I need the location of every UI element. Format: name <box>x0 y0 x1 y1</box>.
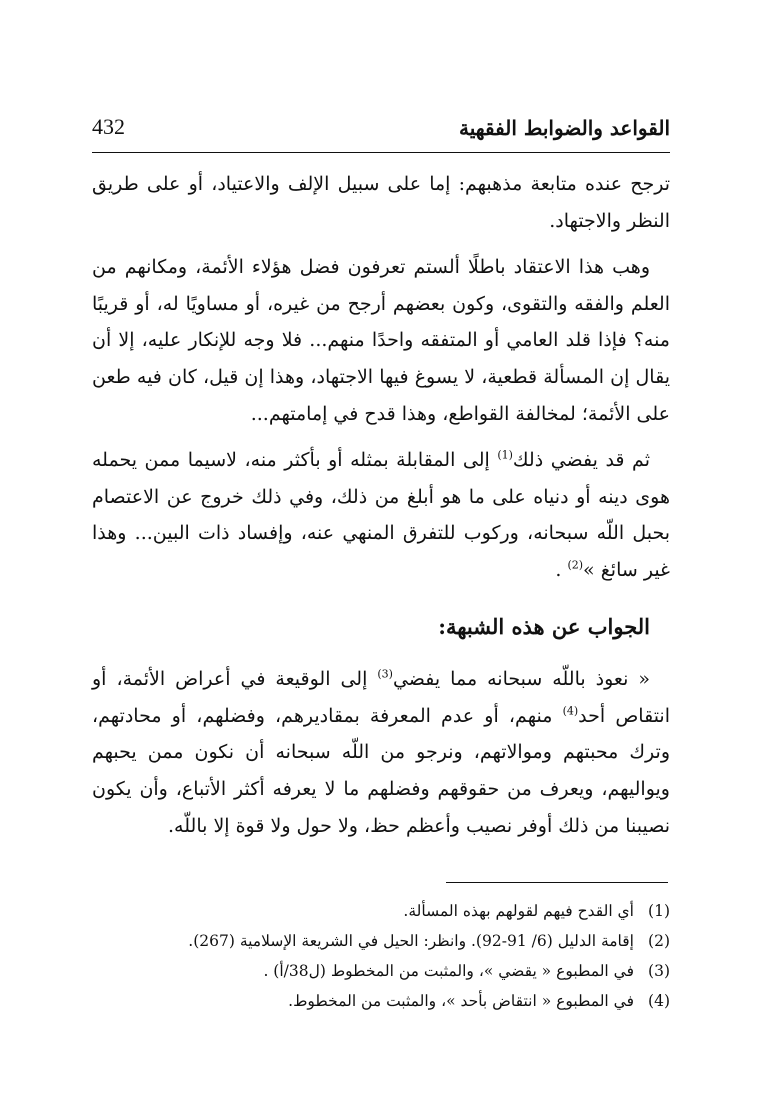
footnote-ref-3: (3) <box>377 667 393 681</box>
paragraph-3-part-c: . <box>555 558 568 581</box>
paragraph-4-part-c: منهم، أو عدم المعرفة بمقاديرهم، وفضلهم، أو محادتهم، وترك محبتهم وموالاتهم، ونرجو من اللّه سبحانه أن نكون ممن يحبهم ويواليهم، ويعرف من حقوقهم وفضلهم ما لا يعرفه أكثر الأتباع، وأن يكون نصيبنا من ذلك أوفر نصيب وأعظم حظ، ولا حول ولا قوة إلا باللّه. <box>92 704 670 837</box>
paragraph-1: ترجح عنده متابعة مذهبهم: إما على سبيل الإلف والاعتياد، أو على طريق النظر والاجتهاد. <box>92 173 670 232</box>
footnote-ref-4: (4) <box>562 704 579 718</box>
footnote-number: (4) <box>648 992 670 1010</box>
footnote-divider <box>446 882 668 883</box>
page-number: 432 <box>92 114 125 139</box>
footnote-number: (1) <box>648 902 670 920</box>
footnote-number: (3) <box>648 962 670 980</box>
footnote-text: في المطبوع « انتقاض بأحد »، والمثبت من المخطوط. <box>288 992 634 1010</box>
running-title: القواعد والضوابط الفقهية <box>459 116 670 140</box>
paragraph-3-part-a: ثم قد يفضي ذلك <box>512 449 650 472</box>
footnote-4 <box>92 986 670 1016</box>
main-text <box>92 166 670 854</box>
footnote-ref-2: (2) <box>567 558 584 572</box>
footnote-text: أي القدح فيهم لقولهم بهذه المسألة. <box>403 902 634 920</box>
paragraph-4 <box>92 661 670 844</box>
paragraph-2: وهب هذا الاعتقاد باطلًا ألستم تعرفون فضل هؤلاء الأئمة، ومكانهم من العلم والفقه والتقوى، وكون بعضهم أرجح من غيره، أو مساويًا له، أو قريبًا منه؟ فإذا قلد العامي أو المتفقه واحدًا منهم... فلا وجه للإنكار عليه، إلا أن يقال إن المسألة قطعية، لا يسوغ فيها الاجتهاد، وهذا إن قيل، كان فيه طعن على الأئمة؛ لمخالفة القواطع، وهذا قدح في إمامتهم... <box>92 256 670 425</box>
footnote-ref-1: (1) <box>497 448 513 462</box>
section-heading: الجواب عن هذه الشبهة: <box>438 613 650 639</box>
footnote-text: في المطبوع « يقضي »، والمثبت من المخطوط (ل38/أ) . <box>263 962 634 980</box>
paragraph-4-part-a: « نعوذ باللّه سبحانه مما يفضي <box>392 668 650 691</box>
footnote-2 <box>92 926 670 956</box>
footnote-number: (2) <box>648 932 670 950</box>
footnote-1 <box>92 896 670 926</box>
footnotes <box>92 896 670 1016</box>
page-header <box>92 112 670 153</box>
paragraph-4-part-b: إلى الوقيعة في أعراض الأئمة، أو انتقاص أحد <box>92 668 670 727</box>
paragraph-3 <box>92 442 670 588</box>
paragraph-3-part-b: إلى المقابلة بمثله أو بأكثر منه، لاسيما ممن يحمله هوى دينه أو دنياه على ما هو أبلغ من ذلك، وفي ذلك خروج عن الاعتصام بحبل اللّه سبحانه، وركوب للتفرق المنهي عنه، وإفساد ذات البين... وهذا غير سائغ » <box>92 449 670 581</box>
footnote-3 <box>92 956 670 986</box>
footnote-text: إقامة الدليل (6/ 91-92). وانظر: الحيل في الشريعة الإسلامية (267). <box>188 932 634 950</box>
